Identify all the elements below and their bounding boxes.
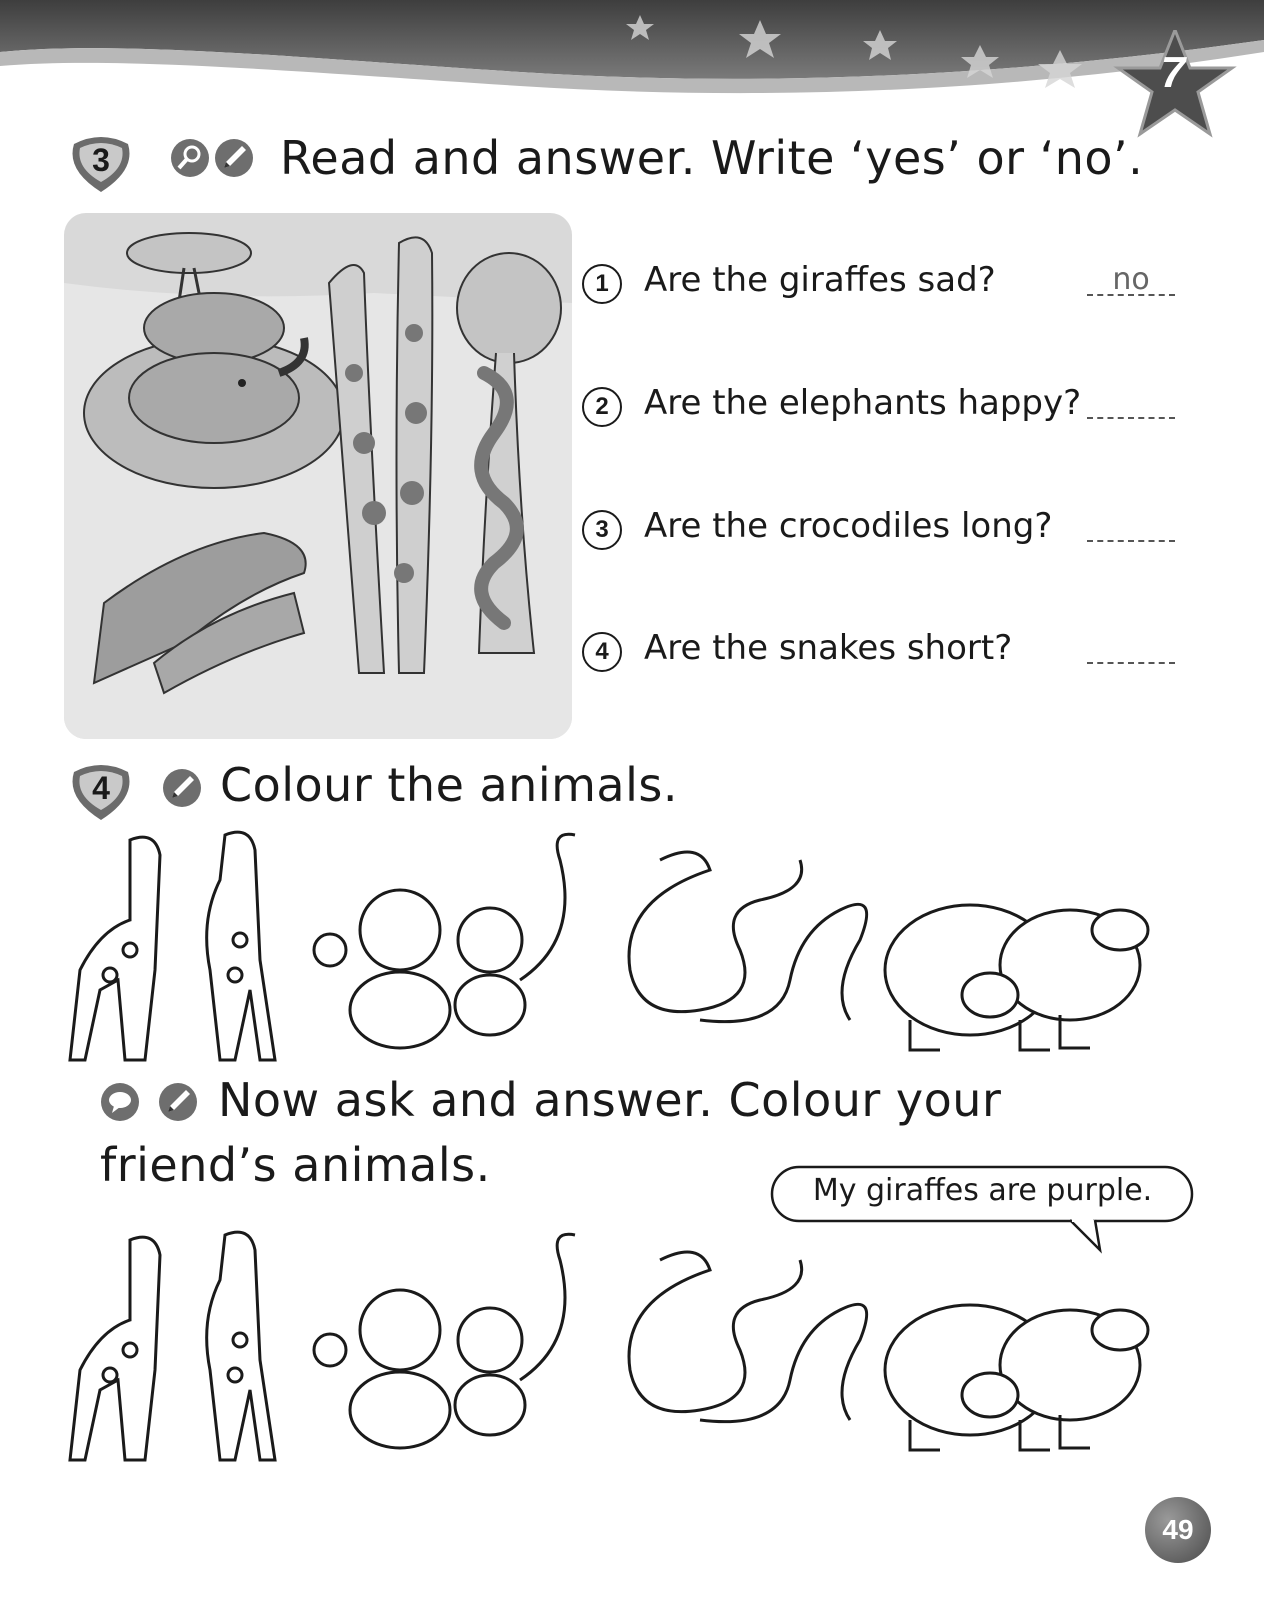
speech-bubble-text: My giraffes are purple. — [812, 1173, 1153, 1208]
magnifier-icon — [170, 138, 210, 178]
exercise-3-instruction: Read and answer. Write ‘yes’ or ‘no’. — [280, 131, 1144, 185]
question-row — [582, 379, 1182, 439]
question-number: 4 — [582, 632, 622, 672]
question-text: Are the crocodiles long? — [644, 506, 1053, 546]
question-row — [582, 502, 1182, 562]
answer-line[interactable] — [1087, 417, 1175, 419]
answer-line[interactable] — [1087, 662, 1175, 664]
speech-bubble-icon — [100, 1082, 140, 1122]
question-number: 3 — [582, 510, 622, 550]
page-number: 49 — [1162, 1514, 1194, 1545]
pencil-icon — [214, 138, 254, 178]
answer-line[interactable] — [1087, 540, 1175, 542]
question-row — [582, 256, 1182, 316]
pair-activity-instruction-line2: friend’s animals. — [100, 1138, 491, 1192]
hippos-outline-icon — [885, 1305, 1148, 1450]
safari-illustration — [64, 213, 572, 739]
exercise-4-instruction: Colour the animals. — [220, 758, 678, 812]
exercise-3-number: 3 — [92, 142, 110, 178]
friend-colouring-animals-row[interactable] — [60, 1220, 1190, 1480]
hippos-outline-icon — [885, 905, 1148, 1050]
top-banner — [0, 0, 1264, 130]
unit-number: 7 — [1160, 48, 1186, 97]
monkeys-outline-icon — [314, 834, 575, 1048]
giraffes-outline-icon — [70, 1232, 275, 1460]
question-text: Are the giraffes sad? — [644, 260, 996, 300]
question-text: Are the snakes short? — [644, 628, 1013, 668]
question-number: 2 — [582, 387, 622, 427]
question-row — [582, 624, 1182, 684]
pair-activity-instruction-line1: Now ask and answer. Colour your — [218, 1073, 1002, 1127]
pencil-icon — [162, 768, 202, 808]
snakes-outline-icon — [629, 852, 867, 1022]
giraffes-outline-icon — [70, 832, 275, 1060]
snakes-outline-icon — [629, 1252, 867, 1422]
pencil-icon — [158, 1082, 198, 1122]
answer-line[interactable] — [1087, 294, 1175, 296]
monkeys-outline-icon — [314, 1234, 575, 1448]
colouring-animals-row[interactable] — [60, 820, 1190, 1080]
answer-value[interactable]: no — [1112, 262, 1150, 297]
exercise-4-number: 4 — [92, 770, 110, 806]
question-text: Are the elephants happy? — [644, 383, 1082, 423]
question-number: 1 — [582, 264, 622, 304]
elephant-icon — [129, 293, 305, 443]
